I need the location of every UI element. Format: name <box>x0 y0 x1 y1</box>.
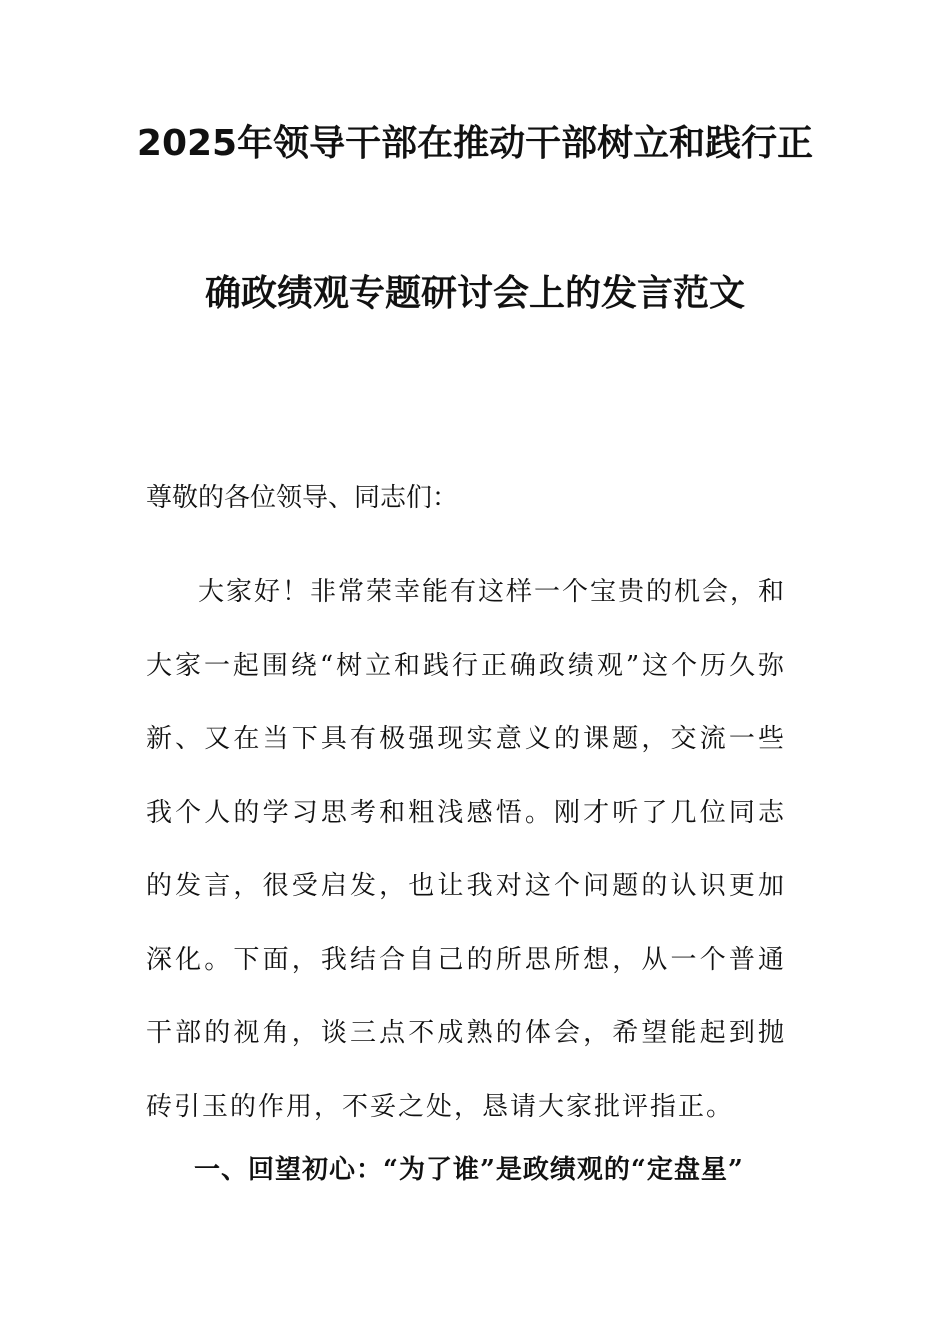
greeting: 尊敬的各位领导、同志们： <box>146 483 459 513</box>
section-heading-1: 一、回望初心：“为了谁”是政绩观的“定盘星” <box>194 1155 744 1185</box>
document-title-line-1: 2025年领导干部在推动干部树立和践行正 <box>136 123 814 164</box>
document-title-line-2: 确政绩观专题研讨会上的发言范文 <box>204 273 745 314</box>
paragraph-intro: 大家好！非常荣幸能有这样一个宝贵的机会，和大家一起围绕“树立和践行正确政绩观”这个历久弥新、又在当下具有极强现实意义的课题，交流一些我个人的学习思考和粗浅感悟。刚才听了几位同志的发言，很受启发，也让我对这个问题的认识更加深化。下面，我结合自己的所思所想，从一个普通干部的视角，谈三点不成熟的体会，希望能起到抛砖引玉的作用，不妥之处，恳请大家批评指正。 <box>146 577 787 1122</box>
